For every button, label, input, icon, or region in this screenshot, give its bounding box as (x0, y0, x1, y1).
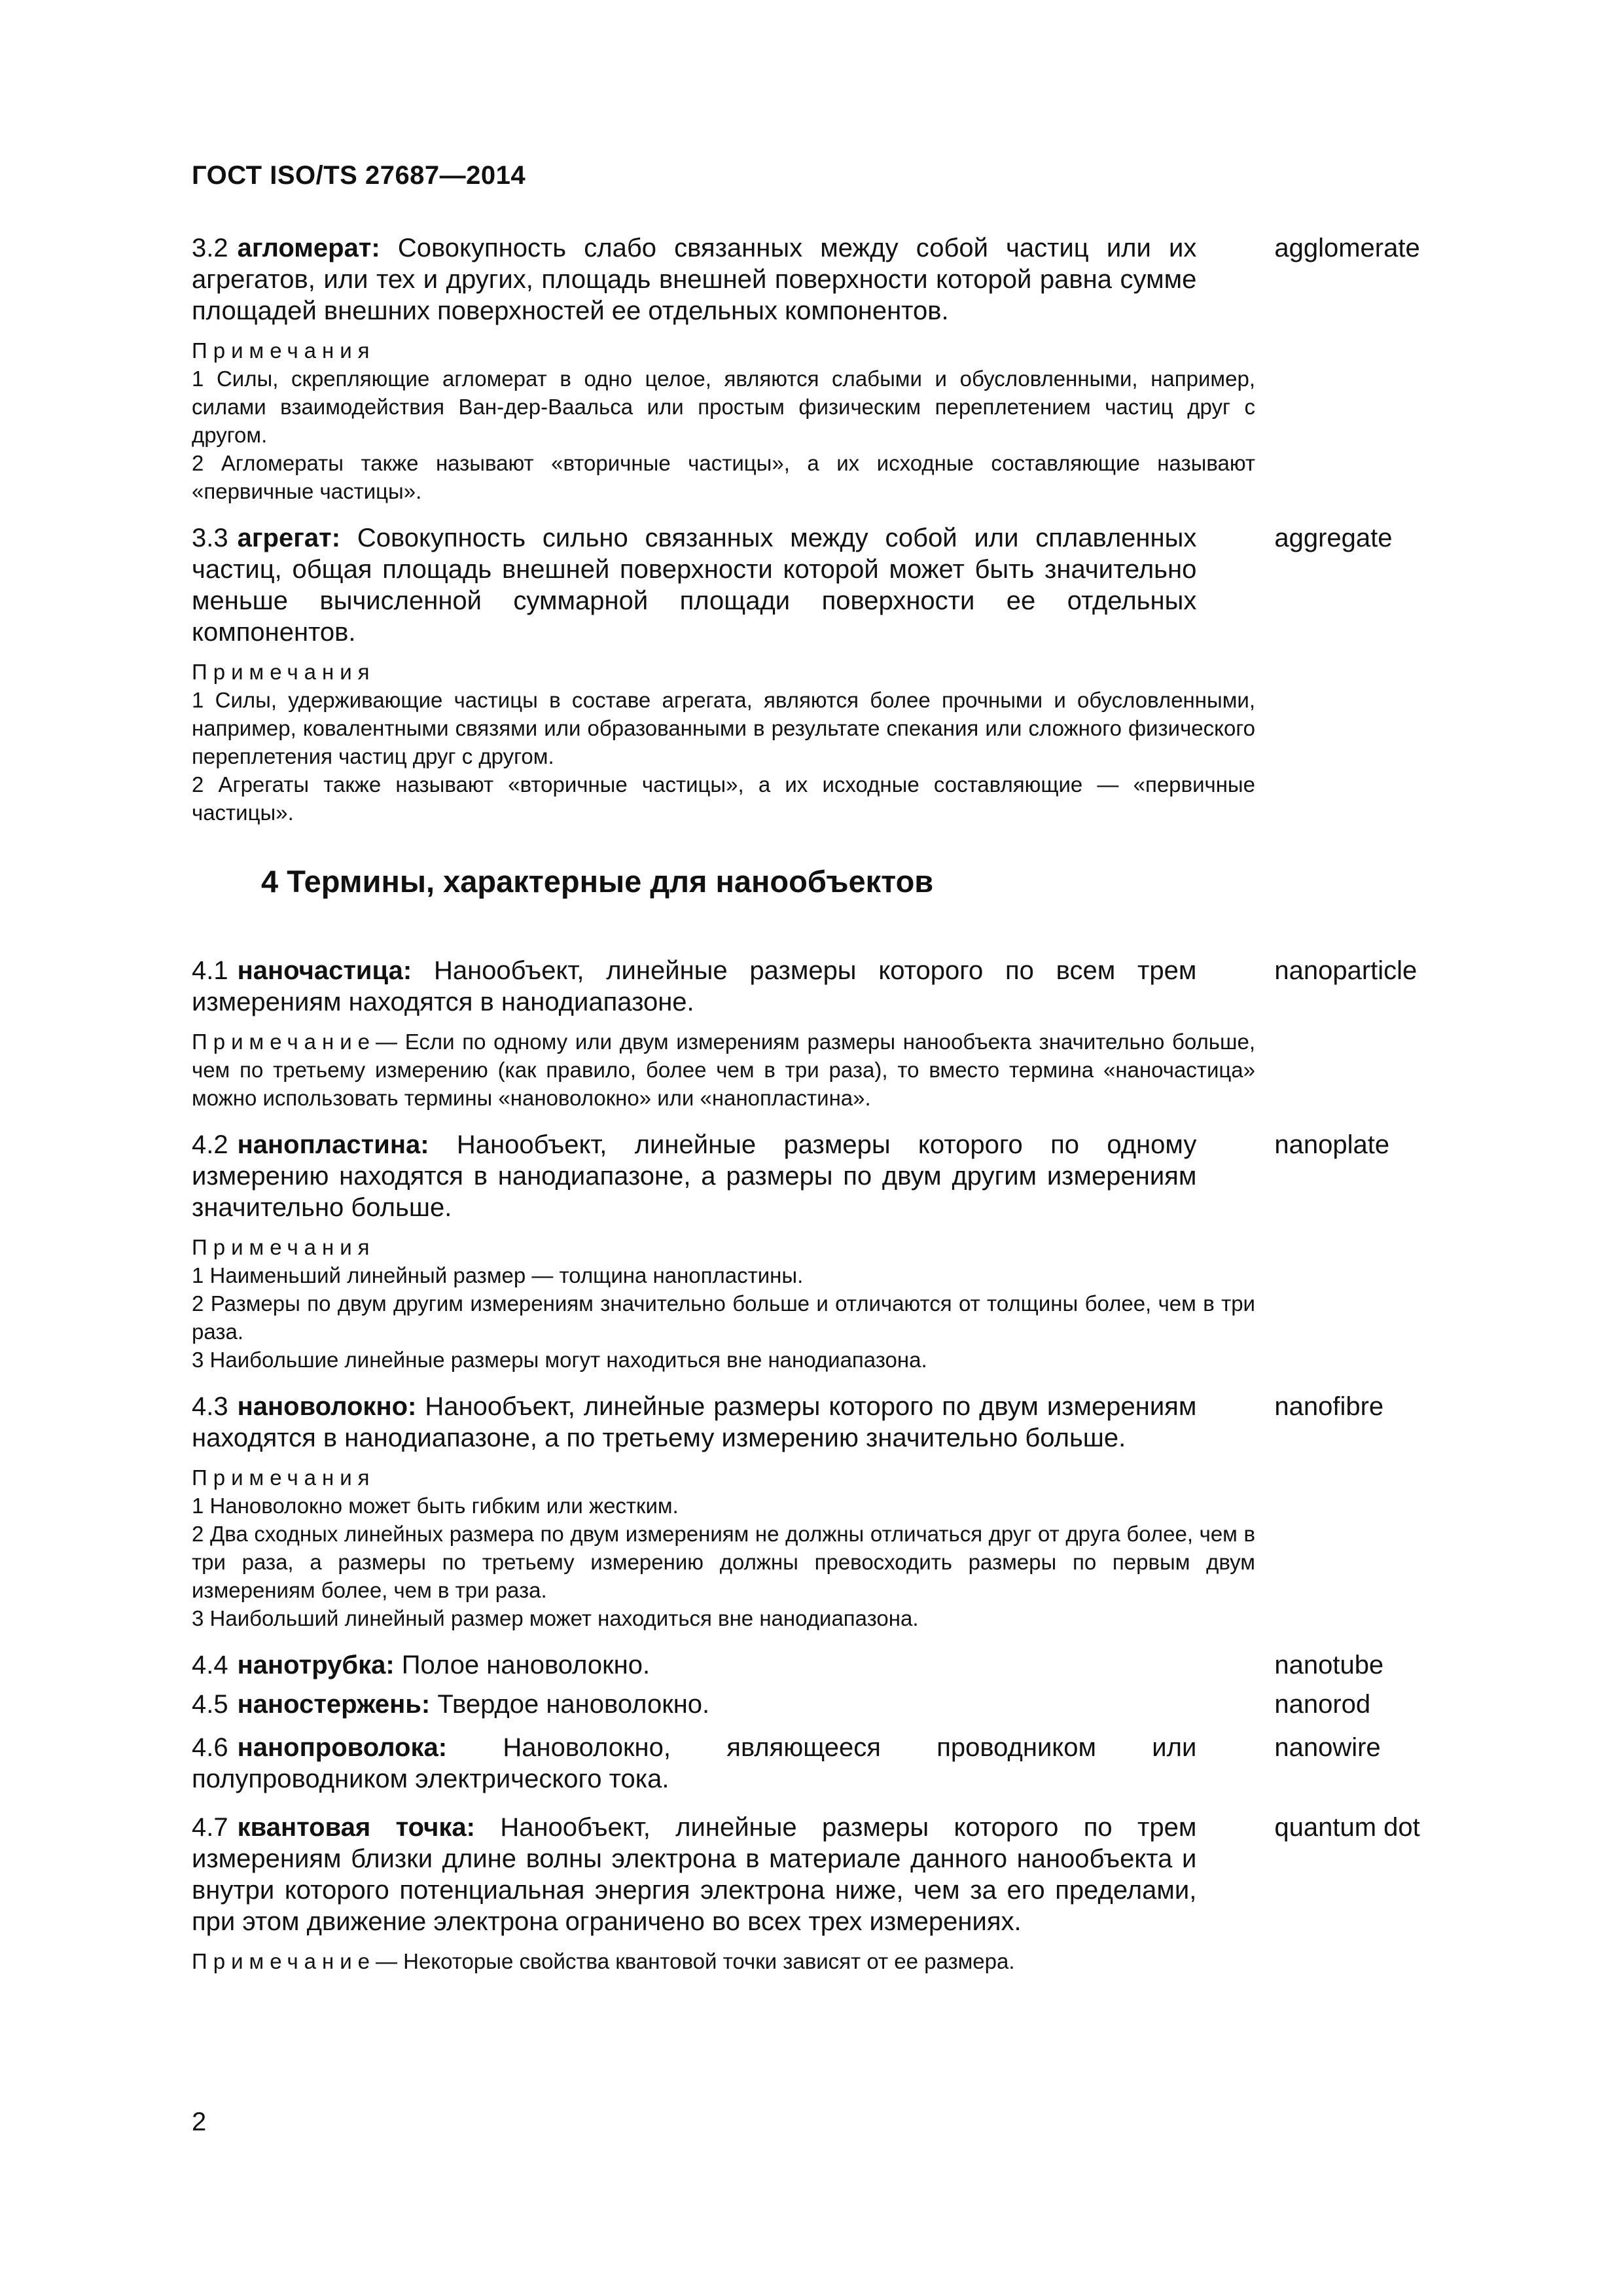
note-item: 3 Наибольшие линейные размеры могут находиться вне нанодиапазона. (192, 1348, 927, 1372)
note-item: 2 Агломераты также называют «вторичные частицы», а их исходные составляющие называют «первичные частицы». (192, 451, 1255, 503)
term-english-equivalent: agglomerate (1274, 234, 1420, 262)
page-content (192, 232, 1435, 1975)
term-english-equivalent: nanoparticle (1274, 956, 1418, 985)
term-number: 4.6 (192, 1733, 228, 1762)
term-definition: Нанообъект, линейные размеры которого по всем трем измерениям находятся в нанодиапазоне. (192, 956, 1197, 1016)
term-name: нановолокно: (237, 1392, 417, 1421)
term-definition-block (192, 1391, 1196, 1454)
term-english-equivalent: nanoplate (1274, 1130, 1390, 1159)
term-definition-block (192, 1689, 1196, 1720)
term-entry-4-4 (192, 1649, 1435, 1681)
term-name: нанопроволока: (237, 1733, 448, 1762)
section-heading: 4 Термины, характерные для нанообъектов (261, 864, 934, 899)
term-notes (192, 336, 1255, 505)
note-item: 1 Силы, скрепляющие агломерат в одно целое, являются слабыми и обусловленными, например, силами взаимодействия Ван-дер-Ваальса или простым физическим переплетением частиц друг с другом. (192, 367, 1255, 447)
note-text: — Некоторые свойства квантовой точки зависят от ее размера. (376, 1949, 1015, 1973)
term-definition: Нановолокно, являющееся проводником или полупроводником электрического тока. (192, 1733, 1197, 1793)
term-number: 4.5 (192, 1690, 228, 1719)
term-entry-3-2 (192, 232, 1435, 327)
note-item: 1 Наименьший линейный размер — толщина нанопластины. (192, 1263, 804, 1287)
notes-title: Примечания (192, 338, 376, 363)
term-entry-4-5 (192, 1689, 1435, 1720)
notes-title: Примечания (192, 660, 376, 684)
term-name: наночастица: (237, 956, 412, 985)
term-name: нанопластина: (237, 1130, 429, 1159)
note-item: 2 Размеры по двум другим измерениям значительно больше и отличаются от толщины более, чем в три раза. (192, 1291, 1255, 1344)
term-definition-block (192, 522, 1196, 648)
term-notes (192, 1233, 1255, 1374)
term-number: 3.2 (192, 234, 228, 262)
term-entry-4-7 (192, 1812, 1435, 1937)
term-definition-block (192, 1129, 1196, 1223)
term-entry-4-2 (192, 1129, 1435, 1223)
note-item: 2 Два сходных линейных размера по двум измерениям не должны отличаться друг от друга более, чем в три раза, а размеры по третьему измерению должны превосходить размеры по первым двум измерениям более, чем в три раза. (192, 1522, 1255, 1602)
term-definition-block (192, 1732, 1196, 1795)
term-number: 4.7 (192, 1813, 228, 1842)
term-number: 4.1 (192, 956, 228, 985)
term-english-equivalent: nanowire (1274, 1733, 1381, 1762)
note-item: 1 Нановолокно может быть гибким или жестким. (192, 1494, 679, 1518)
term-definition-block (192, 1649, 1196, 1681)
term-definition: Совокупность сильно связанных между собой или сплавленных частиц, общая площадь внешней поверхности которой может быть значительно меньше вычисленной суммарной площади поверхности ее отдельных компонентов. (192, 524, 1197, 647)
note-item: 2 Агрегаты также называют «вторичные частицы», а их исходные составляющие — «первичные частицы». (192, 772, 1255, 825)
term-name: квантовая точка: (237, 1813, 475, 1842)
term-english-equivalent: nanorod (1274, 1690, 1371, 1719)
term-entry-4-1 (192, 955, 1435, 1018)
note-label: Примечание (192, 1030, 376, 1054)
term-english-equivalent: aggregate (1274, 524, 1393, 552)
term-note (192, 1028, 1255, 1112)
term-definition-block (192, 1812, 1196, 1937)
note-text: — Если по одному или двум измерениям размеры нанообъекта значительно больше, чем по третьему измерению (как правило, более чем в три раза), то вместо термина «наночастица» можно использовать термины «нановолокно» или «нанопластина». (192, 1030, 1255, 1110)
term-notes (192, 1463, 1255, 1632)
term-number: 4.4 (192, 1651, 228, 1679)
term-number: 3.3 (192, 524, 228, 552)
term-name: наностержень: (237, 1690, 431, 1719)
term-note (192, 1947, 1255, 1975)
notes-title: Примечания (192, 1465, 376, 1490)
term-definition: Нанообъект, линейные размеры которого по трем измерениям близки длине волны электрона в материале данного нанообъекта и внутри которого потенциальная энергия электрона ниже, чем за его пределами, при этом движение электрона ограничено во всех трех измерениях. (192, 1813, 1197, 1936)
term-name: агрегат: (237, 524, 341, 552)
term-entry-4-3 (192, 1391, 1435, 1454)
term-entry-4-6 (192, 1732, 1435, 1795)
term-notes (192, 658, 1255, 827)
notes-title: Примечания (192, 1235, 376, 1259)
term-english-equivalent: nanotube (1274, 1651, 1384, 1679)
term-name: нанотрубка: (237, 1651, 395, 1679)
term-definition: Нанообъект, линейные размеры которого по двум измерениям находятся в нанодиапазоне, а по третьему измерению значительно больше. (192, 1392, 1197, 1452)
note-label: Примечание (192, 1949, 376, 1973)
term-definition: Полое нановолокно. (401, 1651, 651, 1679)
term-definition: Совокупность слабо связанных между собой частиц или их агрегатов, или тех и других, площадь внешней поверхности которой равна сумме площадей внешних поверхностей ее отдельных компонентов. (192, 234, 1197, 325)
term-definition: Твердое нановолокно. (437, 1690, 710, 1719)
term-number: 4.3 (192, 1392, 228, 1421)
term-definition: Нанообъект, линейные размеры которого по одному измерению находятся в нанодиапазоне, а размеры по двум другим измерениям значительно больше. (192, 1130, 1197, 1222)
document-header: ГОСТ ISO/TS 27687—2014 (192, 161, 526, 190)
term-number: 4.2 (192, 1130, 228, 1159)
note-item: 1 Силы, удерживающие частицы в составе агрегата, являются более прочными и обусловленными, например, ковалентными связями или образованными в результате спекания или сложного физического переплетения частиц друг с другом. (192, 688, 1255, 768)
note-item: 3 Наибольший линейный размер может находиться вне нанодиапазона. (192, 1606, 919, 1630)
term-definition-block (192, 955, 1196, 1018)
term-english-equivalent: quantum dot (1274, 1813, 1420, 1842)
term-entry-3-3 (192, 522, 1435, 648)
term-name: агломерат: (237, 234, 380, 262)
term-definition-block (192, 232, 1196, 327)
page-number: 2 (192, 2108, 207, 2136)
term-english-equivalent: nanofibre (1274, 1392, 1384, 1421)
